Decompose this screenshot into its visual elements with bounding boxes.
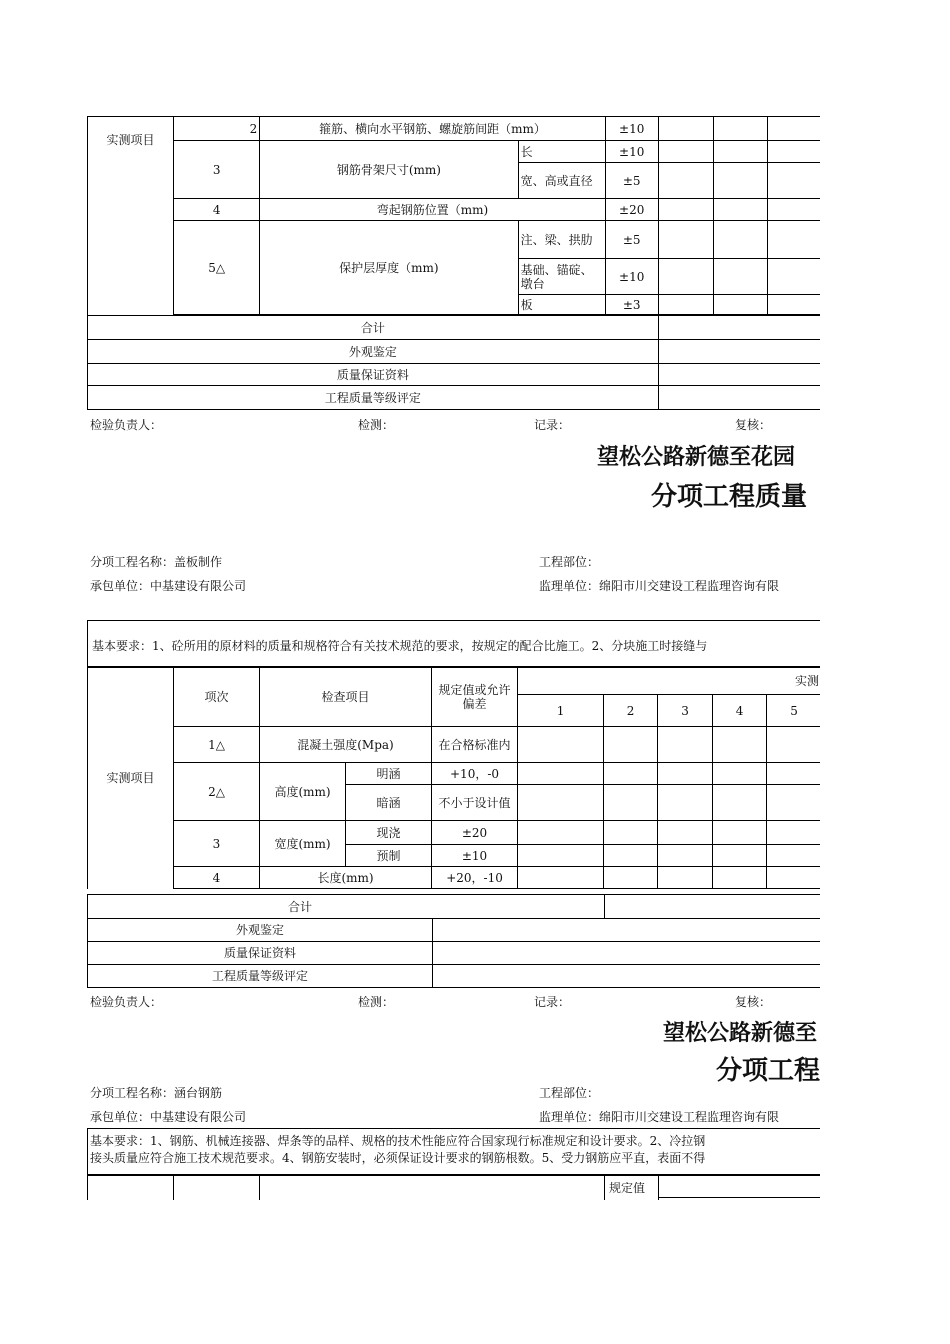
cell[interactable]	[713, 259, 767, 295]
cell[interactable]	[713, 199, 767, 221]
row-item: 钢筋骨架尺寸(mm)	[260, 141, 518, 199]
quality-docs-value[interactable]	[433, 942, 821, 965]
cell[interactable]	[767, 845, 820, 867]
record-label: 记录：	[534, 995, 571, 1009]
header-check: 检查项目	[260, 667, 432, 727]
cell[interactable]	[713, 163, 767, 199]
row-item: 宽度(mm)	[260, 821, 346, 867]
section2-table	[87, 666, 820, 889]
quality-docs-value[interactable]	[658, 364, 820, 386]
cell[interactable]	[767, 821, 820, 845]
divider	[259, 1174, 260, 1200]
row-tol: ±3	[605, 295, 658, 315]
cell[interactable]	[658, 785, 713, 821]
cell[interactable]	[604, 845, 658, 867]
cell[interactable]	[767, 727, 820, 763]
group-label: 实测项目	[88, 667, 174, 889]
cell[interactable]	[713, 295, 767, 315]
cell[interactable]	[658, 763, 713, 785]
row-num: 2	[174, 117, 260, 141]
row-tol: +10，-0	[432, 763, 518, 785]
cell[interactable]	[713, 785, 767, 821]
col-2: 2	[604, 695, 658, 727]
section3-requirement-line2: 接头质量应符合施工技术规范要求。4、钢筋安装时，必须保证设计要求的钢筋根数。5、受力钢筋应平直，表面不得	[90, 1151, 706, 1165]
page-bottom-blank	[0, 1200, 820, 1344]
cell[interactable]	[713, 117, 767, 141]
grade-value[interactable]	[433, 965, 821, 988]
grade-label: 工程质量等级评定	[88, 965, 433, 988]
section2-supervisor: 监理单位：绵阳市川交建设工程监理咨询有限	[539, 579, 780, 593]
row-num: 2△	[174, 763, 260, 821]
cell[interactable]	[767, 163, 820, 199]
header-measured: 实测	[518, 667, 820, 695]
cell[interactable]	[518, 867, 604, 889]
cell[interactable]	[604, 785, 658, 821]
row-item: 长度(mm)	[260, 867, 432, 889]
appearance-label: 外观鉴定	[88, 919, 433, 942]
section3-requirement-line1: 基本要求：1、钢筋、机械连接器、焊条等的品样、规格的技术性能应符合国家现行标准规定和设计要求。2、冷拉钢	[90, 1134, 706, 1148]
row-tol: ±20	[605, 199, 658, 221]
row-sub: 现浇	[346, 821, 432, 845]
cell[interactable]	[658, 141, 713, 163]
cell[interactable]	[658, 727, 713, 763]
cell[interactable]	[658, 821, 713, 845]
review-label: 复核：	[735, 418, 772, 432]
cell[interactable]	[604, 867, 658, 889]
cell[interactable]	[767, 221, 820, 259]
cell[interactable]	[713, 763, 767, 785]
section2-eval	[87, 918, 820, 988]
cell[interactable]	[713, 141, 767, 163]
cell[interactable]	[518, 785, 604, 821]
cell[interactable]	[518, 727, 604, 763]
cell[interactable]	[604, 727, 658, 763]
cell[interactable]	[518, 821, 604, 845]
divider	[604, 1174, 605, 1200]
section3-title1: 望松公路新德至	[663, 1021, 818, 1046]
quality-docs-label: 质量保证资料	[88, 942, 433, 965]
cell[interactable]	[658, 199, 713, 221]
appearance-label: 外观鉴定	[88, 340, 659, 364]
cell[interactable]	[767, 259, 820, 295]
col-3: 3	[658, 695, 713, 727]
cell[interactable]	[767, 117, 820, 141]
row-sub: 板	[518, 295, 605, 315]
row-item: 混凝土强度(Mpa)	[260, 727, 432, 763]
cell[interactable]	[767, 141, 820, 163]
cell[interactable]	[658, 163, 713, 199]
col-5: 5	[767, 695, 820, 727]
section3-requirement-box	[87, 1128, 820, 1176]
row-sub: 明涵	[346, 763, 432, 785]
section2-name: 分项工程名称：盖板制作	[90, 555, 223, 569]
header-seq: 项次	[174, 667, 260, 727]
cell[interactable]	[713, 845, 767, 867]
appearance-value[interactable]	[433, 919, 821, 942]
cell[interactable]	[518, 763, 604, 785]
row-num: 5△	[174, 221, 260, 315]
section2-title2: 分项工程质量	[651, 482, 808, 512]
row-tol: ±10	[432, 845, 518, 867]
row-tol: ±5	[605, 163, 658, 199]
section2-requirement: 基本要求：1、砼所用的原材料的质量和规格符合有关技术规范的要求，按规定的配合比施工。2、分块施工时接缝与	[92, 639, 708, 653]
header-spec: 规定值或允许偏差	[432, 667, 518, 727]
row-tol: +20，-10	[432, 867, 518, 889]
cell[interactable]	[713, 821, 767, 845]
cell[interactable]	[767, 867, 820, 889]
row-sub: 暗涵	[346, 785, 432, 821]
section1-table	[87, 116, 820, 410]
inspector-label: 检验负责人：	[90, 418, 163, 432]
row-sub: 预制	[346, 845, 432, 867]
section3-contractor: 承包单位：中基建设有限公司	[90, 1110, 247, 1124]
cell[interactable]	[658, 221, 713, 259]
cell[interactable]	[658, 845, 713, 867]
row-tol: ±20	[432, 821, 518, 845]
row-item: 弯起钢筋位置（mm)	[260, 199, 605, 221]
grade-value[interactable]	[658, 386, 820, 410]
row-tol: ±5	[605, 221, 658, 259]
cell[interactable]	[767, 763, 820, 785]
section3-name: 分项工程名称：涵台钢筋	[90, 1086, 223, 1100]
row-num: 1△	[174, 727, 260, 763]
row-item: 箍筋、横向水平钢筋、螺旋筋间距（mm）	[260, 117, 605, 141]
cell[interactable]	[713, 727, 767, 763]
group-label: 实测项目	[88, 117, 174, 316]
quality-docs-label: 质量保证资料	[88, 364, 659, 386]
cell[interactable]	[658, 117, 713, 141]
section2-requirement-box	[87, 620, 820, 668]
section3-title2: 分项工程	[716, 1056, 820, 1086]
row-num: 4	[174, 867, 260, 889]
row-tol: ±10	[605, 259, 658, 295]
section3-location: 工程部位：	[539, 1086, 600, 1100]
row-item: 保护层厚度（mm)	[260, 221, 518, 315]
cell[interactable]	[604, 821, 658, 845]
col-4: 4	[713, 695, 767, 727]
row-num: 4	[174, 199, 260, 221]
cell[interactable]	[518, 845, 604, 867]
section2-title1: 望松公路新德至花园	[597, 445, 796, 470]
cell[interactable]	[767, 295, 820, 315]
test-label: 检测：	[358, 418, 395, 432]
section3-spec-partial: 规定值	[609, 1181, 646, 1195]
row-tol: 在合格标准内	[432, 727, 518, 763]
total-label: 合计	[88, 895, 605, 919]
row-num: 3	[174, 821, 260, 867]
appearance-value[interactable]	[658, 340, 820, 364]
divider	[173, 1174, 174, 1200]
cell[interactable]	[658, 295, 713, 315]
total-value[interactable]	[658, 316, 820, 340]
cell[interactable]	[604, 763, 658, 785]
inspector-label: 检验负责人：	[90, 995, 163, 1009]
section2-summary	[87, 894, 820, 919]
record-label: 记录：	[534, 418, 571, 432]
grade-label: 工程质量等级评定	[88, 386, 659, 410]
section2-contractor: 承包单位：中基建设有限公司	[90, 579, 247, 593]
section3-supervisor: 监理单位：绵阳市川交建设工程监理咨询有限	[539, 1110, 780, 1124]
row-num: 3	[174, 141, 260, 199]
cell[interactable]	[767, 785, 820, 821]
cell[interactable]	[713, 867, 767, 889]
cell[interactable]	[767, 199, 820, 221]
total-label: 合计	[88, 316, 659, 340]
cell[interactable]	[658, 259, 713, 295]
row-tol: ±10	[605, 117, 658, 141]
row-tol: 不小于设计值	[432, 785, 518, 821]
cell[interactable]	[658, 867, 713, 889]
row-sub: 注、梁、拱肋	[518, 221, 605, 259]
row-sub: 长	[518, 141, 605, 163]
total-value[interactable]	[605, 895, 820, 919]
row-sub: 基础、锚碇、墩台	[518, 259, 605, 295]
col-1: 1	[518, 695, 604, 727]
row-sub: 宽、高或直径	[518, 163, 605, 199]
review-label: 复核：	[735, 995, 772, 1009]
section2-location: 工程部位：	[539, 555, 600, 569]
test-label: 检测：	[358, 995, 395, 1009]
row-tol: ±10	[605, 141, 658, 163]
cell[interactable]	[713, 221, 767, 259]
divider	[658, 1197, 820, 1198]
row-item: 高度(mm)	[260, 763, 346, 821]
